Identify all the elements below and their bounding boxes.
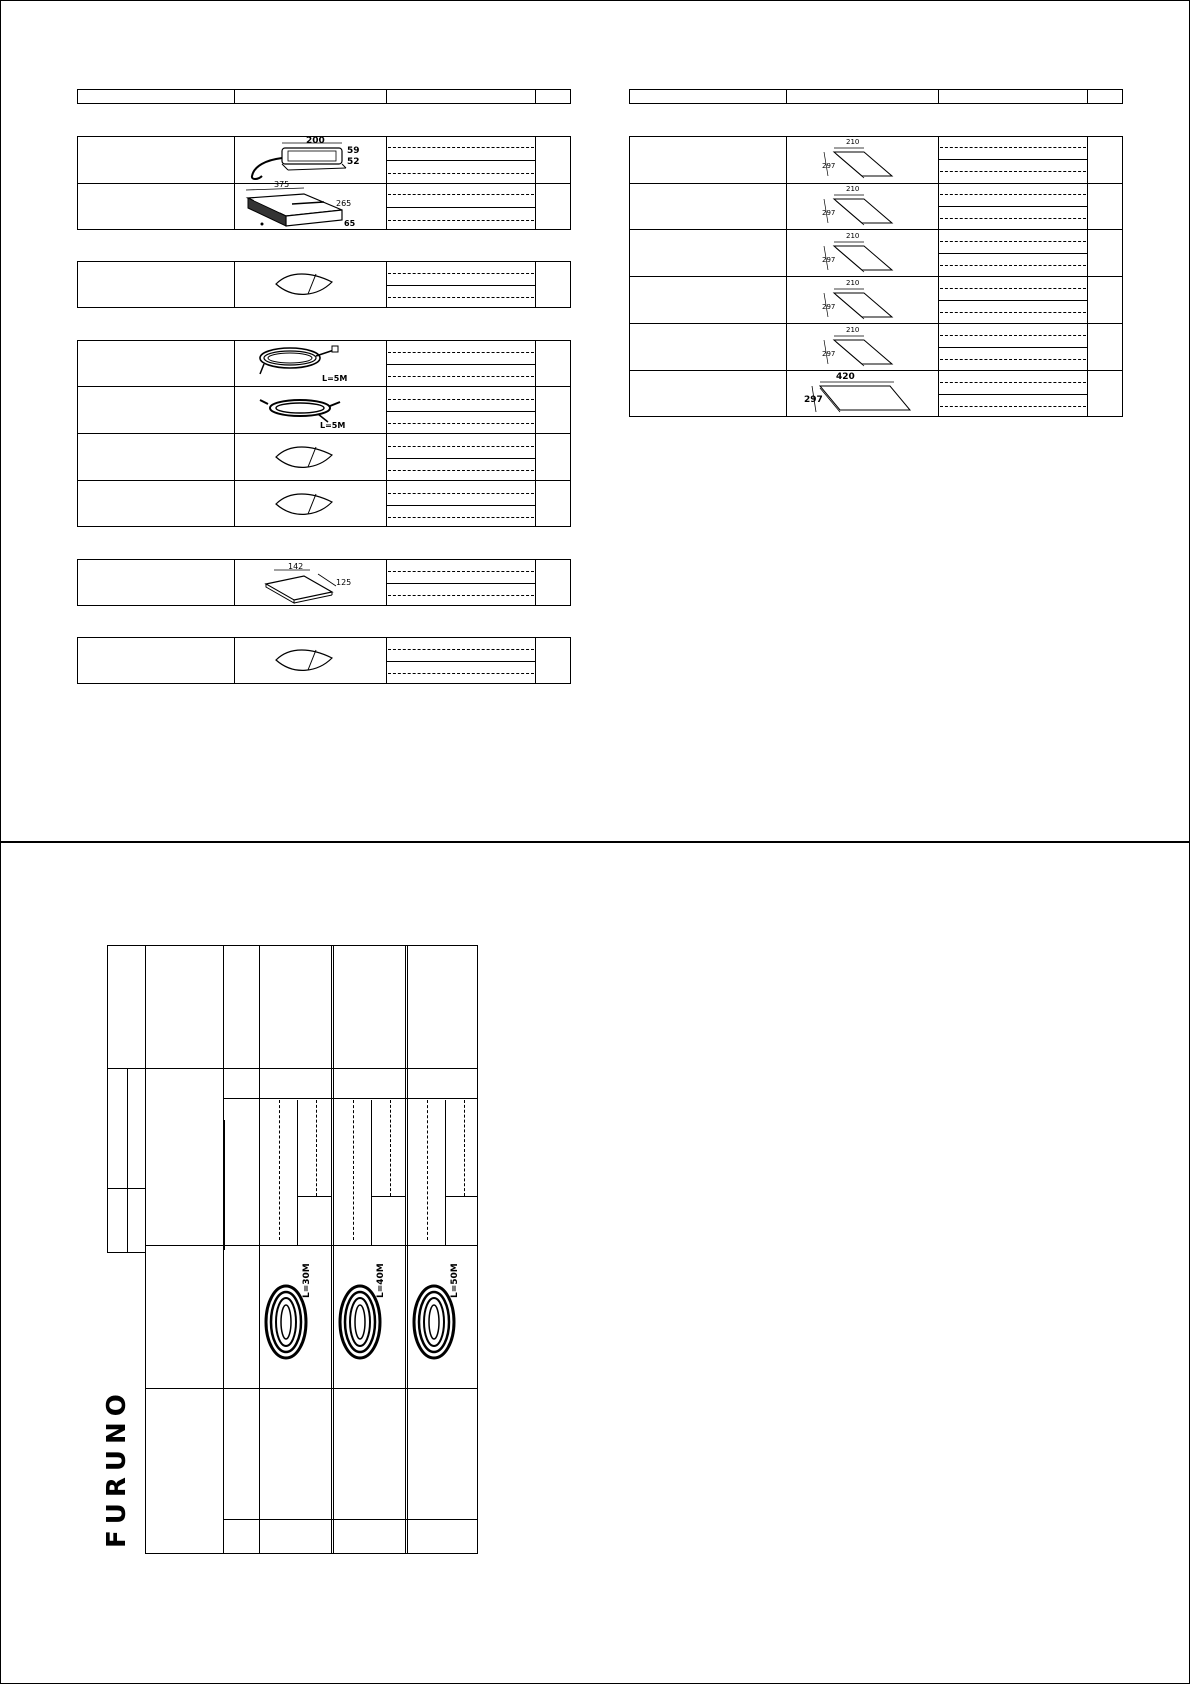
parts-bag-icon: [272, 443, 336, 473]
paper-height-label: 297: [804, 395, 823, 405]
right-table-header: [629, 89, 1123, 104]
paper-width-label: 210: [846, 138, 860, 146]
cable-length-label: L=30M: [302, 1263, 312, 1298]
cable-coil-drawing: [256, 342, 344, 378]
cable-length-label: L=5M: [322, 374, 348, 383]
paper-width-label: 210: [846, 326, 860, 334]
left-table-header: [77, 89, 571, 104]
cable-length-label: L=40M: [376, 1263, 386, 1298]
paper-width-label: 210: [846, 185, 860, 193]
dim-label: 125: [336, 578, 352, 587]
paper-width-label: 210: [846, 279, 860, 287]
dim-label: 142: [288, 562, 304, 571]
paper-height-label: 297: [822, 303, 836, 311]
paper-width-label: 210: [846, 232, 860, 240]
paper-height-label: 297: [822, 350, 836, 358]
parts-bag-icon: [272, 490, 336, 520]
dim-label: 59: [347, 146, 360, 156]
dim-label: 65: [344, 219, 356, 228]
paper-height-label: 297: [822, 209, 836, 217]
cable-table-frame: [145, 945, 478, 1554]
furuno-logo: FURUNO: [102, 1388, 132, 1548]
paper-sheet-large-drawing: [806, 372, 916, 416]
paper-width-label: 420: [836, 372, 855, 382]
paper-height-label: 297: [822, 256, 836, 264]
paper-height-label: 297: [822, 162, 836, 170]
cable-length-label: L=5M: [320, 421, 346, 430]
cable-length-label: L=50M: [450, 1263, 460, 1298]
dim-label: 265: [336, 199, 352, 208]
dim-label: 375: [274, 180, 290, 189]
dim-label: 200: [306, 136, 325, 146]
dim-label: 52: [347, 157, 360, 167]
parts-bag-icon: [272, 646, 336, 676]
parts-bag-icon: [272, 270, 336, 300]
